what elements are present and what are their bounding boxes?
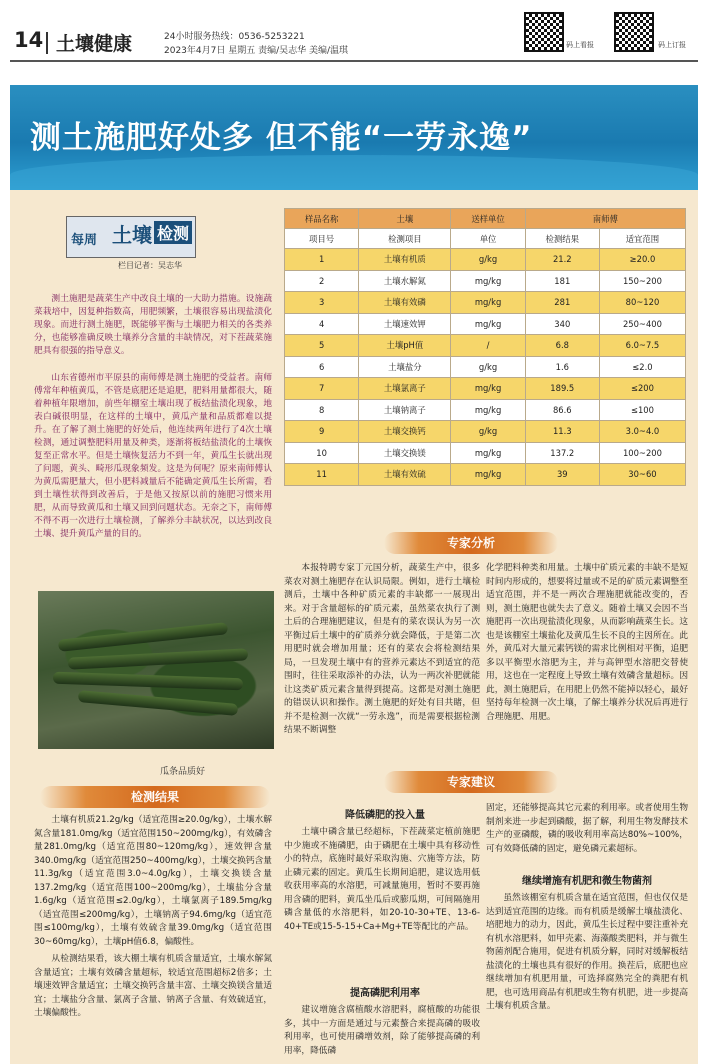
table-cell: mg/kg [451,313,525,335]
table-cell: 3 [285,292,359,314]
table-cell: 281 [525,292,599,314]
table-cell: 土壤氯离子 [359,378,451,400]
analysis-paragraph: 本报特聘专家丁元国分析，蔬菜生产中，很多菜农对测土施肥存在认识局限。例如，进行土壤检测后，土壤中各种矿质元素的丰缺都一一展现出来。对于含量超标的矿质元素，虽然菜农执行了测土后的合理施肥建议，但是有的菜农误认为另一次平衡过后土壤中的矿质养分就会降低，于是第二次用肥时就会增加用量；还有的菜农会将检测结果局，一旦发现土壤中有的营养元素达不到适宜的范围时，往往采取添补的办法，认为一两次补肥就能让这类矿质元素含量得到提高。这都是对测土施肥的错误认识和操作。测土施肥的好处有目共睹，但并不是检测一次就“一劳永逸”，而是需要根据检测结果不断调整 [284,563,480,735]
table-info-cell: 南师傅 [525,209,685,229]
cucumber-shape [58,622,228,652]
table-row [285,399,686,421]
table-cell: mg/kg [451,464,525,486]
analysis-title: 专家分析 [384,532,558,554]
advice-paragraph: 虽然该棚室有机质含量在适宜范围，但也仅仅是达到适宜范围的边缘。而有机质是缓解土壤盐渍化、培肥地力的动力，因此，黄瓜生长过程中要注重补充有机水溶肥料，如甲壳素、海藻酸类肥料，并与微生物菌剂配合施用，促进有机质分解，同时对缓解板结盐渍化的土壤也具有很好的作用。换茬后，底肥也应继续增加有机肥用量，可选择腐熟完全的粪肥有机肥，也可选用商品有机肥或生物有机肥，进一步提高土壤有机质含量。 [486,893,688,1011]
table-cell: 9 [285,421,359,443]
page-number: 14 [14,28,44,52]
table-column-header: 检测结果 [525,229,599,249]
table-row [285,270,686,292]
table-cell: 土壤有效硫 [359,464,451,486]
table-cell: ≥20.0 [599,249,685,271]
header-divider [46,32,48,54]
headline: 测土施肥好处多 但不能“一劳永逸” [30,120,533,156]
table-cell: ≤100 [599,399,685,421]
table-row [285,378,686,400]
table-cell: 86.6 [525,399,599,421]
table-cell: 10 [285,442,359,464]
table-cell: g/kg [451,421,525,443]
table-cell: 80~120 [599,292,685,314]
table-cell: 2 [285,270,359,292]
logo-soil: 土壤 [112,223,152,247]
table-column-header: 检测项目 [359,229,451,249]
table-cell: mg/kg [451,292,525,314]
table-cell: g/kg [451,249,525,271]
table-cell: mg/kg [451,442,525,464]
qr-read-label: 码上看报 [566,41,594,49]
results-title: 检测结果 [40,786,270,808]
table-cell: g/kg [451,356,525,378]
table-cell: 土壤pH值 [359,335,451,357]
page-header [0,0,708,64]
qr-code-read[interactable] [524,12,564,52]
qr-subscribe-label: 码上订报 [658,41,686,49]
table-cell: 土壤交换镁 [359,442,451,464]
table-cell: 6 [285,356,359,378]
header-rule [10,60,698,62]
table-cell: 土壤速效钾 [359,313,451,335]
table-cell: 181 [525,270,599,292]
cucumber-shape [78,690,238,716]
soil-test-table [284,208,686,486]
banner-wave [10,155,698,190]
table-cell: 11.3 [525,421,599,443]
table-cell: 6.8 [525,335,599,357]
lead-paragraph: 山东省德州市平原县的南师傅是测土施肥的受益者。南师傅常年种植黄瓜，不管是底肥还是追肥，肥料用量都很大，随着种植年限增加，前些年棚室土壤出现了板结盐渍化现象，地表白碱很明显，在这样的土壤中，黄瓜产量和品质都难以提升。在了解了测土施肥的好处后，他连续两年进行了4次土壤检测，通过调整肥料用量及种类，逐渐将板结盐渍化的土壤恢复至正常水平。但是土壤恢复活力不到一年，黄瓜生长就出现了问题，黄头、畸形瓜现象频发。这是为何呢？原来南师傅认为黄瓜需肥量大，但小肥料减量后不能确定黄瓜生长所需，看到土壤性状得到改善后，于是他又按原以前的施肥习惯来用肥，从而导致黄瓜和土壤又回到问题状态。无奈之下，南师傅不得不再一次进行土壤检测，了解养分丰缺状况，以达到改良土壤、提升黄瓜产量的目的。 [34,373,272,539]
table-cell: 340 [525,313,599,335]
table-row [285,356,686,378]
advice-paragraph: 土壤中磷含量已经超标，下茬蔬菜定植前施肥中少施或不施磷肥，由于磷肥在土壤中具有移动性小的特点，底施时最好采取沟施、穴施等方法，防止磷元素的固定。黄瓜生长期间追肥，建议选用低收获用率高的水溶肥，可减量施用，暂时不要再施用含磷的肥料，黄瓜坐瓜后或膨瓜期，可间隔施用磷含量低的水溶肥料，如20-10-30+TE、13-6-40+TE或15-5-15+Ca+Mg+TE等配比的产品。 [284,827,480,932]
table-cell: 土壤盐分 [359,356,451,378]
logo-weekly: 每周 [71,233,98,248]
table-cell: / [451,335,525,357]
table-cell: ≤200 [599,378,685,400]
advice-subheading: 提高磷肥利用率 [350,988,420,999]
table-cell: 4 [285,313,359,335]
table-cell: 土壤钠离子 [359,399,451,421]
dateline: 2023年4月7日 星期五 责编/吴志华 美编/温琪 [164,46,349,56]
table-info-cell: 送样单位 [451,209,525,229]
table-cell: 5 [285,335,359,357]
table-cell: 6.0~7.5 [599,335,685,357]
table-info-cell: 样品名称 [285,209,359,229]
advice-title: 专家建议 [384,771,558,793]
table-cell: 土壤有效磷 [359,292,451,314]
table-cell: 39 [525,464,599,486]
advice-subheading: 降低磷肥的投入量 [345,810,425,821]
table-column-header: 单位 [451,229,525,249]
logo-test: 检测 [154,221,192,244]
table-cell: 1.6 [525,356,599,378]
table-cell: 137.2 [525,442,599,464]
table-cell: mg/kg [451,270,525,292]
reporter-byline: 栏目记者：吴志华 [118,261,182,270]
results-paragraph: 土壤有机质21.2g/kg（适宜范围≥20.0g/kg），土壤水解氮含量181.0mg/kg（适宜范围150~200mg/kg），有效磷含量281.0mg/kg（适宜范围80~120mg/kg），速效钾含量340.0mg/kg（适宜范围250~400mg/kg），土壤交换钙含量11.3g/kg（适宜范围3.0~4.0g/kg），土壤交换镁含量137.2mg/kg（适宜范围100~200mg/kg），土壤盐分含量1.6g/kg（适宜范围≤2.0g/kg），土壤氯离子189.5mg/kg（适宜范围≤200mg/kg），土壤钠离子94.6mg/kg（适宜范围≤100mg/kg），土壤有效硫含量39.0mg/kg（适宜范围30~60mg/kg），土壤pH值6.8，偏酸性。 [34,815,272,947]
hotline: 24小时服务热线：0536-5253221 [164,32,305,42]
advice-subheading: 继续增施有机肥和微生物菌剂 [522,876,652,887]
table-column-header: 项目号 [285,229,359,249]
table-cell: 21.2 [525,249,599,271]
photo-caption: 瓜条品质好 [160,767,206,777]
table-cell: 7 [285,378,359,400]
table-row [285,313,686,335]
results-paragraph: 从检测结果看，该大棚土壤有机质含量适宜，土壤水解氮含量适宜；土壤有效磷含量超标，较适宜范围超标2倍多；土壤速效钾含量适宜；土壤交换钙含量丰富、土壤交换镁含量适宜；土壤盐分含量、氯离子含量、钠离子含量、有效硫适宜，土壤偏酸性。 [34,954,272,1018]
advice-paragraph: 固定，还能够提高其它元素的利用率。或者使用生物制剂来进一步起到磷酸，据了解，利用生物发酵技术生产的亚磷酸，磷的吸收利用率高达80%~100%，可有效降低磷的固定，避免磷元素超标。 [486,803,688,854]
table-cell: 8 [285,399,359,421]
table-cell: 150~200 [599,270,685,292]
table-cell: 250~400 [599,313,685,335]
cucumber-shape [68,648,248,669]
table-cell: 30~60 [599,464,685,486]
table-cell: mg/kg [451,399,525,421]
table-cell: 11 [285,464,359,486]
table-row [285,335,686,357]
table-cell: 100~200 [599,442,685,464]
table-row [285,442,686,464]
table-column-header: 适宜范围 [599,229,685,249]
table-cell: mg/kg [451,378,525,400]
table-row [285,464,686,486]
section-name: 土壤健康 [56,33,133,55]
advice-paragraph: 建议增施含腐植酸水溶肥料，腐植酸的功能很多，其中一方面是通过与元素螯合来提高磷的吸收利用率，也可使用磷增效剂，除了能够提高磷的利用率，降低磷 [284,1005,480,1056]
table-cell: ≤2.0 [599,356,685,378]
table-cell: 189.5 [525,378,599,400]
table-cell: 土壤有机质 [359,249,451,271]
table-row [285,421,686,443]
analysis-paragraph: 化学肥料种类和用量。土壤中矿质元素的丰缺不是短时间内形成的，想要将过量或不足的矿质元素调整至适宜范围，并不是一两次合理施肥就能改变的，否则，测土施肥也就失去了意义。随着土壤又会因不当施肥再一次出现盐渍化现象，从而影响蔬菜生长。这也是该棚室土壤盐化及黄瓜生长不良的主因所在。此外，黄瓜对大量元素钙镁的需求比例相对平衡，追肥多以平衡型水溶肥为主，并与高钾型水溶肥交替使用，这也在一定程度上导致土壤有效磷含量超标。因此，测土施肥后，在用肥上仍然不能掉以轻心，最好坚持每年检测一次土壤，了解土壤养分状况后再进行合理施肥、用肥。 [486,563,688,722]
lead-paragraph: 测土施肥是蔬菜生产中改良土壤的一大助力措施。设施蔬菜栽培中，因复种指数高，用肥频繁，土壤很容易出现盐渍化现象。而进行测土施肥，既能够平衡与土壤肥力相关的各类养分，也能够准确反映土壤养分含量的丰缺情况，对下茬蔬菜施肥具有很强的指导意义。 [34,294,272,356]
table-row [285,292,686,314]
table-cell: 土壤水解氮 [359,270,451,292]
cucumber-photo [38,591,274,749]
table-info-cell: 土壤 [359,209,451,229]
table-cell: 1 [285,249,359,271]
table-cell: 土壤交换钙 [359,421,451,443]
table-cell: 3.0~4.0 [599,421,685,443]
cucumber-shape [53,672,243,691]
table-row [285,249,686,271]
qr-code-subscribe[interactable] [614,12,654,52]
